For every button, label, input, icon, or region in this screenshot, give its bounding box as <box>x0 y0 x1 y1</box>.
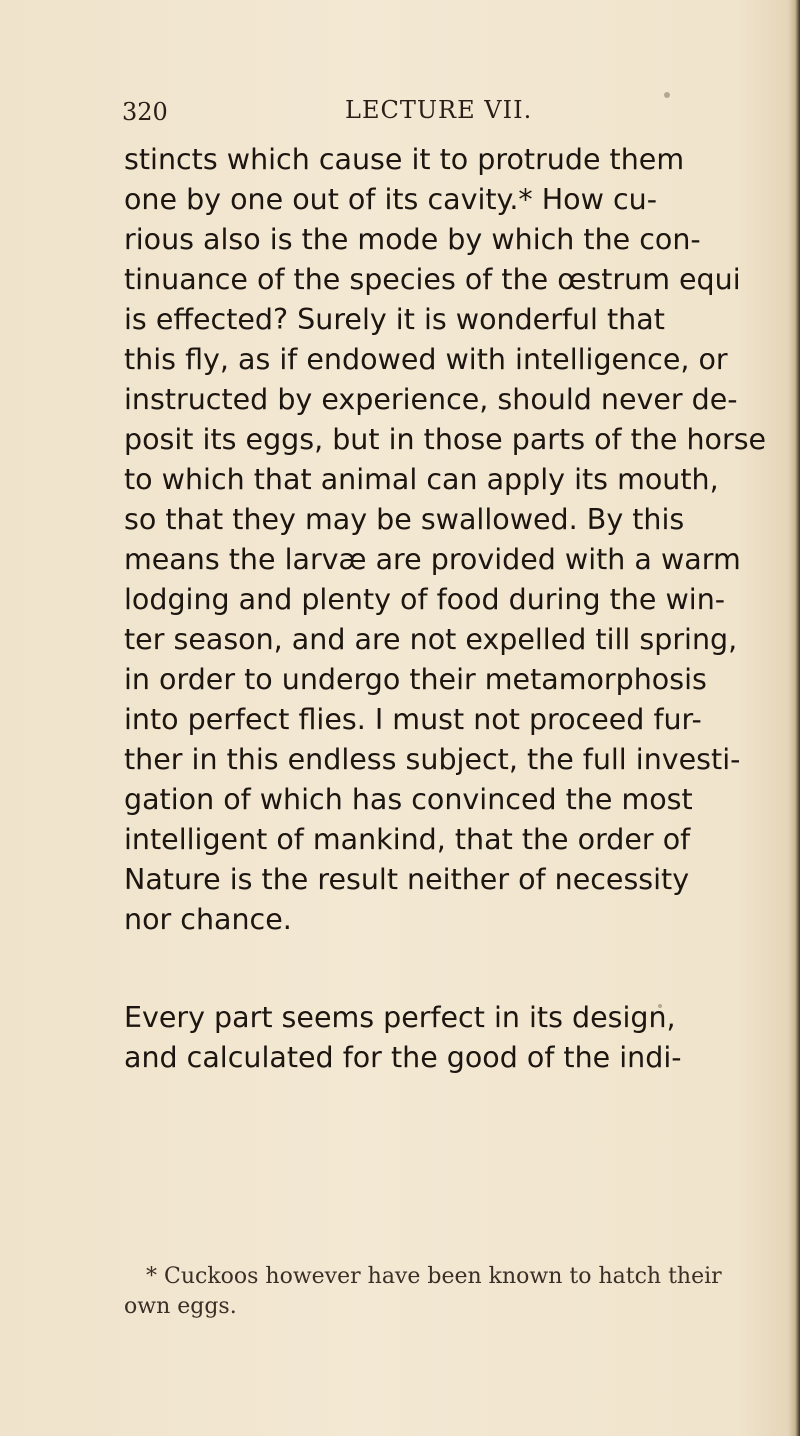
text-line: and calculated for the good of the indi- <box>124 1041 682 1074</box>
text-line: nor chance. <box>124 903 292 936</box>
body-text <box>124 140 770 1078</box>
text-line: to which that animal can apply its mouth, <box>124 463 719 496</box>
page-edge-shadow <box>788 0 800 1436</box>
text-line: is effected? Surely it is wonderful that <box>124 303 665 336</box>
text-line: into perfect flies. I must not proceed fur- <box>124 703 702 736</box>
text-line: one by one out of its cavity.* How cu- <box>124 183 657 216</box>
text-line: gation of which has convinced the most <box>124 783 693 816</box>
text-line: this fly, as if endowed with intelligence, or <box>124 343 728 376</box>
text-line: Nature is the result neither of necessity <box>124 863 690 896</box>
footnote-line: own eggs. <box>124 1294 237 1319</box>
text-line: instructed by experience, should never de- <box>124 383 738 416</box>
text-line: ther in this endless subject, the full investi- <box>124 743 741 776</box>
text-line: so that they may be swallowed. By this <box>124 503 685 536</box>
text-line: in order to undergo their metamorphosis <box>124 663 707 696</box>
paragraph-gap <box>124 940 770 998</box>
text-line: means the larvæ are provided with a warm <box>124 543 741 576</box>
text-line: lodging and plenty of food during the win- <box>124 583 726 616</box>
running-title: LECTURE VII. <box>345 96 533 124</box>
paper-speck <box>658 1004 662 1008</box>
text-line: Every part seems perfect in its design, <box>124 1001 676 1034</box>
text-line: ter season, and are not expelled till spring, <box>124 623 738 656</box>
text-line: tinuance of the species of the œstrum equi <box>124 263 741 296</box>
page-number: 320 <box>122 98 168 126</box>
footnote-line: * Cuckoos however have been known to hatch their <box>146 1264 722 1289</box>
running-head <box>122 94 722 134</box>
text-line: posit its eggs, but in those parts of the horse <box>124 423 767 456</box>
text-line: stincts which cause it to protrude them <box>124 143 685 176</box>
text-line: rious also is the mode by which the con- <box>124 223 701 256</box>
text-line: intelligent of mankind, that the order of <box>124 823 691 856</box>
footnote <box>124 1262 770 1322</box>
paper-speck <box>664 92 670 98</box>
